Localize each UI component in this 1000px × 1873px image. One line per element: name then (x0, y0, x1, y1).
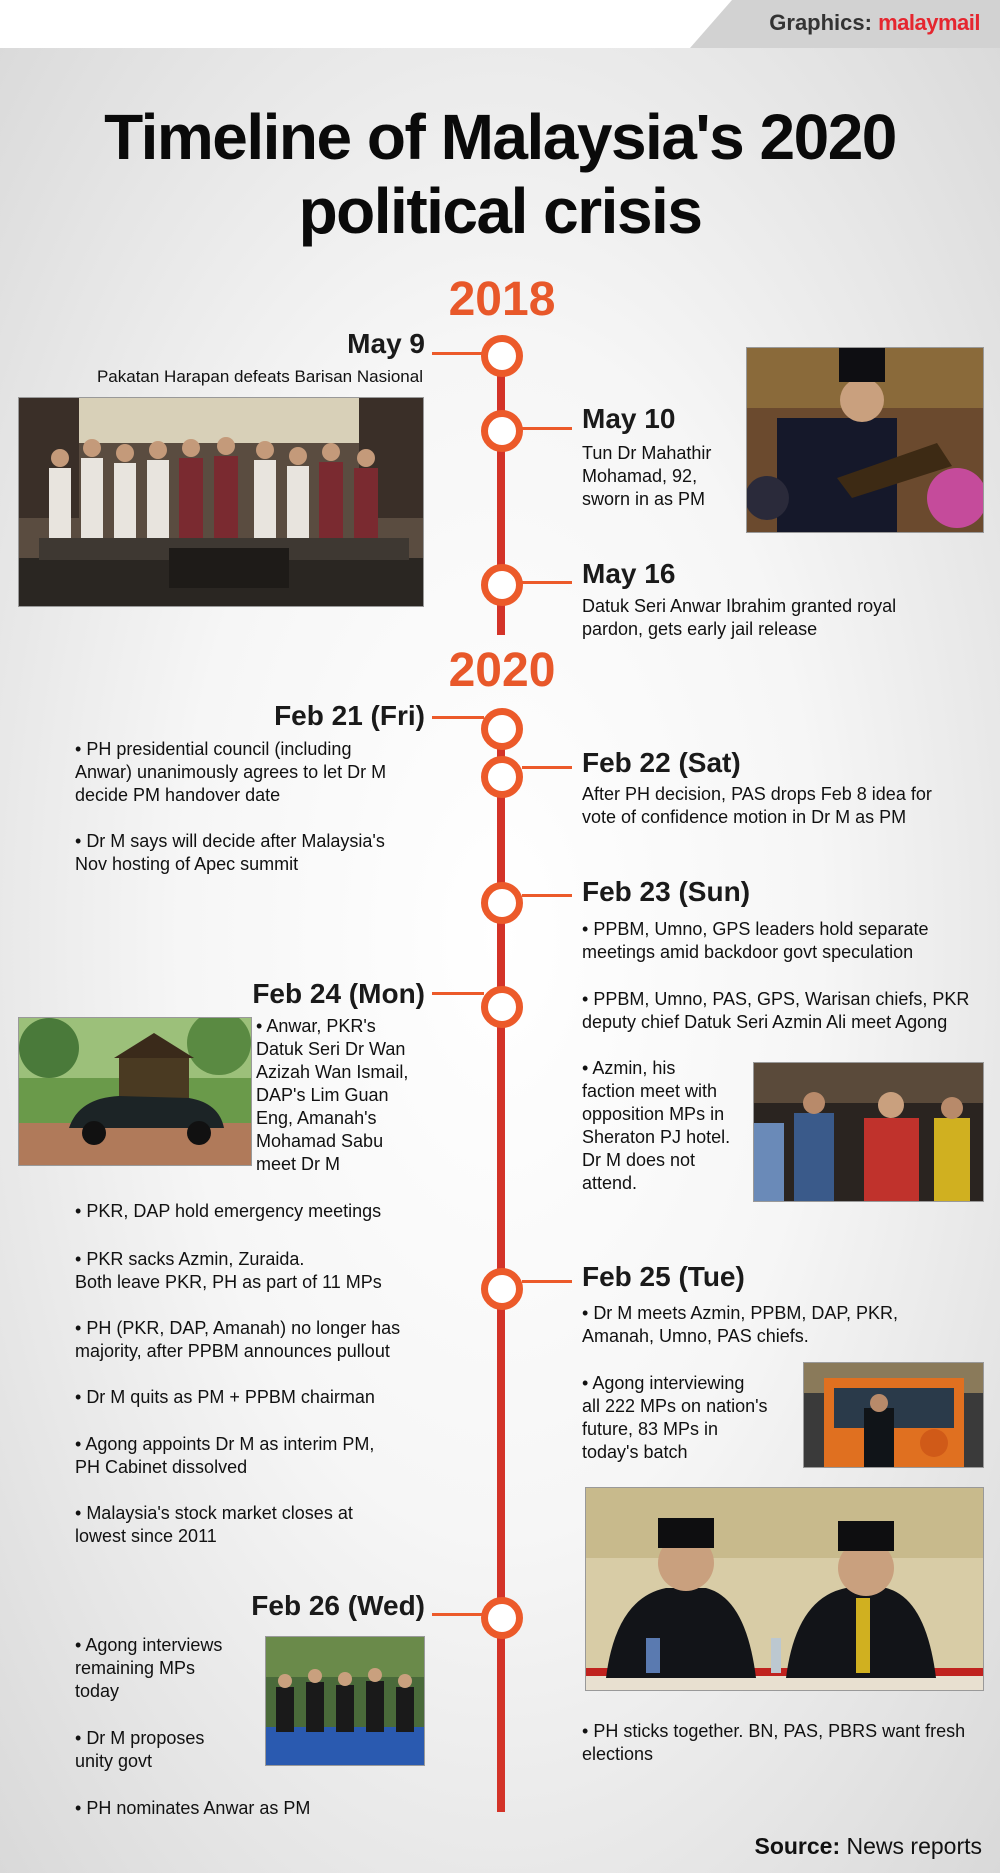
feb26-bullet-2: • Dr M proposes unity govt (75, 1728, 205, 1771)
feb26-bullet-3: • PH nominates Anwar as PM (75, 1798, 311, 1818)
text-feb22: After PH decision, PAS drops Feb 8 idea for vote of confidence motion in Dr M as PM (582, 784, 932, 827)
feb24-bullet-1: • Anwar, PKR's Datuk Seri Dr Wan Azizah Wan Ismail, DAP's Lim Guan Eng, Amanah's Mohamad Sabu meet Dr M (256, 1016, 409, 1174)
feb23-bullet-2: • PPBM, Umno, PAS, GPS, Warisan chiefs, PKR deputy chief Datuk Seri Azmin Ali meet Agong (582, 989, 970, 1032)
timeline-node-feb22 (481, 756, 523, 798)
timeline-node-feb26 (481, 1597, 523, 1639)
date-may16: May 16 (582, 558, 676, 589)
source-label: Source: (754, 1833, 841, 1859)
date-may9: May 9 (347, 328, 425, 359)
timeline-node-feb21 (481, 708, 523, 750)
feb24-bullet-5: • Dr M quits as PM + PPBM chairman (75, 1387, 375, 1407)
source-text: News reports (846, 1833, 982, 1859)
timeline-node-may10 (481, 410, 523, 452)
connector-feb22 (522, 766, 572, 769)
title-line-1: Timeline of Malaysia's 2020 (104, 101, 896, 173)
feb25-bullet-1: • Dr M meets Azmin, PPBM, DAP, PKR, Amanah, Umno, PAS chiefs. (582, 1303, 899, 1346)
connector-feb25 (522, 1280, 572, 1283)
connector-feb24 (432, 992, 484, 995)
year-2018: 2018 (448, 273, 556, 326)
photo-mahathir-sworn-in (746, 347, 984, 533)
date-feb21: Feb 21 (Fri) (274, 700, 425, 731)
feb24-bullet-4: • PH (PKR, DAP, Amanah) no longer has majority, after PPBM announces pullout (75, 1318, 401, 1361)
connector-feb21 (432, 716, 484, 719)
date-feb25: Feb 25 (Tue) (582, 1261, 745, 1292)
photo-bus-agong-interview (803, 1362, 984, 1468)
source-note (754, 1833, 982, 1860)
page-title (0, 100, 1000, 248)
timeline-node-feb24 (481, 986, 523, 1028)
photo-azmin-sheraton (753, 1062, 984, 1202)
timeline-node-may9 (481, 335, 523, 377)
feb23-bullet-3: • Azmin, his faction meet with opposition MPs in Sheraton PJ hotel. Dr M does not attend. (582, 1058, 731, 1193)
connector-may16 (522, 581, 572, 584)
date-feb23: Feb 23 (Sun) (582, 876, 751, 907)
malaymail-logo: malaymail (878, 10, 980, 35)
feb23-bullet-1: • PPBM, Umno, GPS leaders hold separate meetings amid backdoor govt speculation (582, 919, 929, 962)
photo-press-conference (585, 1487, 984, 1691)
title-line-2: political crisis (298, 175, 702, 247)
timeline-node-feb23 (481, 882, 523, 924)
connector-feb26 (432, 1613, 484, 1616)
date-feb22: Feb 22 (Sat) (582, 747, 741, 778)
feb21-bullet-1: • PH presidential council (including Anwar) unanimously agrees to let Dr M decide PM handover date (75, 739, 387, 805)
photo-car-residence (18, 1017, 252, 1166)
feb25-bullet-2: • Agong interviewing all 222 MPs on nation's future, 83 MPs in today's batch (582, 1373, 768, 1462)
feb21-bullet-2: • Dr M says will decide after Malaysia's Nov hosting of Apec summit (75, 831, 385, 874)
year-2020: 2020 (448, 644, 556, 697)
text-may16: Datuk Seri Anwar Ibrahim granted royal pardon, gets early jail release (582, 596, 897, 639)
graphics-credit (769, 10, 980, 36)
feb26-bullet-4: • PH sticks together. BN, PAS, PBRS want fresh elections (582, 1721, 966, 1764)
photo-pakatan-harapan-victory (18, 397, 424, 607)
photo-parliament-crowd (265, 1636, 425, 1766)
date-feb24: Feb 24 (Mon) (252, 978, 425, 1009)
text-may10: Tun Dr Mahathir Mohamad, 92, sworn in as PM (582, 443, 712, 509)
feb24-bullet-3: • PKR sacks Azmin, Zuraida. Both leave PKR, PH as part of 11 MPs (75, 1249, 382, 1292)
feb24-bullet-2: • PKR, DAP hold emergency meetings (75, 1201, 382, 1221)
feb24-bullet-7: • Malaysia's stock market closes at lowest since 2011 (75, 1503, 353, 1546)
feb26-bullet-1: • Agong interviews remaining MPs today (75, 1635, 223, 1701)
text-may9: Pakatan Harapan defeats Barisan Nasional (96, 367, 423, 386)
connector-feb23 (522, 894, 572, 897)
timeline-node-feb25 (481, 1268, 523, 1310)
date-may10: May 10 (582, 403, 676, 434)
connector-may10 (522, 427, 572, 430)
feb24-bullet-6: • Agong appoints Dr M as interim PM, PH Cabinet dissolved (75, 1434, 375, 1477)
connector-may9 (432, 352, 484, 355)
timeline-spine-2020 (497, 712, 505, 1812)
timeline-node-may16 (481, 564, 523, 606)
credit-label: Graphics: (769, 10, 872, 35)
date-feb26: Feb 26 (Wed) (251, 1590, 425, 1621)
